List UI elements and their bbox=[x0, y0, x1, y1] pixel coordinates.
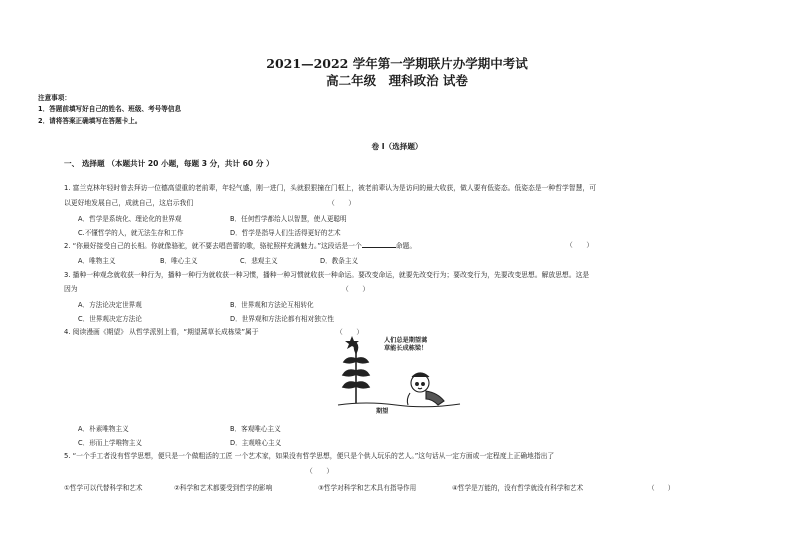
option-b: B．客观唯心主义 bbox=[230, 425, 281, 433]
question-3-line-1: 3. 播种一种观念就收获一种行为，播种一种行为就收获一种习惯，播种一种习惯就收获一种命运。要改变命运，就要先改变行为；要改变行为，先要改变思想。解放思想。这是 bbox=[64, 271, 590, 279]
option-c: C．世界观决定方法论 bbox=[78, 315, 142, 323]
question-2-text-end: 命题。 bbox=[395, 242, 417, 250]
statement-1: ①哲学可以代替科学和艺术 bbox=[64, 484, 143, 492]
question-2-line-1 bbox=[64, 241, 416, 251]
question-1-line-1: 1. 富兰克林年轻时曾去拜访一位德高望重的老前辈，年轻气盛，刚一进门，头就狠狠撞在门框上，被老前辈认为是访问的最大收获，做人要有低姿态。低姿态是一种哲学智慧，可 bbox=[64, 184, 597, 192]
cartoon-expectation bbox=[336, 333, 464, 415]
option-c: C.不懂哲学的人，就无法生存和工作 bbox=[78, 229, 184, 237]
fill-blank bbox=[362, 241, 396, 248]
question-1-line-2: 以更好地发展自己，成就自己，这启示我们 bbox=[64, 199, 194, 207]
question-3-line-2: 因为 bbox=[64, 285, 78, 293]
option-a: A．唯物主义 bbox=[78, 257, 116, 265]
answer-paren: （ ） bbox=[342, 285, 370, 293]
question-4-line-1: 4. 阅读漫画《期望》 从哲学派别上看，“期望蒿草长成栋梁”属于 bbox=[64, 328, 259, 336]
answer-paren: （ ） bbox=[648, 484, 675, 492]
option-b: B．唯心主义 bbox=[160, 257, 198, 265]
option-b: B．世界观和方法论互相转化 bbox=[230, 301, 314, 309]
speech-line: 人们总是期望蒿 bbox=[384, 337, 428, 344]
option-a: A．哲学是系统化、理论化的世界观 bbox=[78, 215, 182, 223]
notes-heading: 注意事项： bbox=[38, 94, 71, 102]
statement-3: ③哲学对科学和艺术具有指导作用 bbox=[318, 484, 417, 492]
statement-4: ④哲学是万能的，没有哲学就没有科学和艺术 bbox=[452, 484, 584, 492]
option-d: D．主观唯心主义 bbox=[230, 439, 282, 447]
option-a: A．方法论决定世界观 bbox=[78, 301, 142, 309]
option-a: A．朴素唯物主义 bbox=[78, 425, 129, 433]
option-d: D．哲学是指导人们生活得更好的艺术 bbox=[230, 229, 341, 237]
note-item: 1．答题前填写好自己的姓名、班级、考号等信息 bbox=[38, 105, 182, 113]
answer-paren: （ ） bbox=[336, 328, 364, 336]
note-item: 2．请将答案正确填写在答题卡上。 bbox=[38, 117, 142, 125]
volume-title: 卷 I（选择题） bbox=[371, 142, 423, 151]
person-icon bbox=[407, 373, 444, 405]
exam-subtitle: 高二年级 理科政治 试卷 bbox=[326, 73, 468, 88]
speech-text bbox=[384, 337, 427, 353]
question-5-line-1: 5. “一个手工者没有哲学思想，便只是一个做粗活的工匠 一个艺术家，如果没有哲学思想，便只是个供人玩乐的艺人。”这句话从一定方面或一定程度上正确地指出了 bbox=[64, 452, 555, 460]
section-header: 一、 选择题 （本题共计 20 小题，每题 3 分，共计 60 分 ） bbox=[64, 159, 274, 168]
option-b: B．任何哲学都给人以智慧，使人更聪明 bbox=[230, 215, 347, 223]
option-d: D．世界观和方法论都有相对独立性 bbox=[230, 315, 334, 323]
answer-paren: （ ） bbox=[328, 199, 356, 207]
statement-2: ②科学和艺术都要受到哲学的影响 bbox=[174, 484, 273, 492]
weed-plant-icon bbox=[343, 343, 369, 403]
exam-title: 2021—2022 学年第一学期联片办学期中考试 bbox=[266, 56, 528, 71]
option-c: C．形而上学唯物主义 bbox=[78, 439, 142, 447]
option-d: D．教条主义 bbox=[320, 257, 359, 265]
cartoon-caption: 期望 bbox=[376, 408, 389, 415]
answer-paren: （ ） bbox=[306, 467, 334, 475]
speech-line: 草能长成栋梁！ bbox=[384, 345, 428, 352]
question-2-text: 2. “你最好接受自己的长相。你就像骆驼，就不要去唱芭蕾的歌，骆驼照样充满魅力。”这段话是一个 bbox=[64, 242, 362, 250]
ground-line bbox=[338, 403, 460, 407]
option-c: C．悲观主义 bbox=[240, 257, 278, 265]
answer-paren: （ ） bbox=[566, 241, 594, 249]
